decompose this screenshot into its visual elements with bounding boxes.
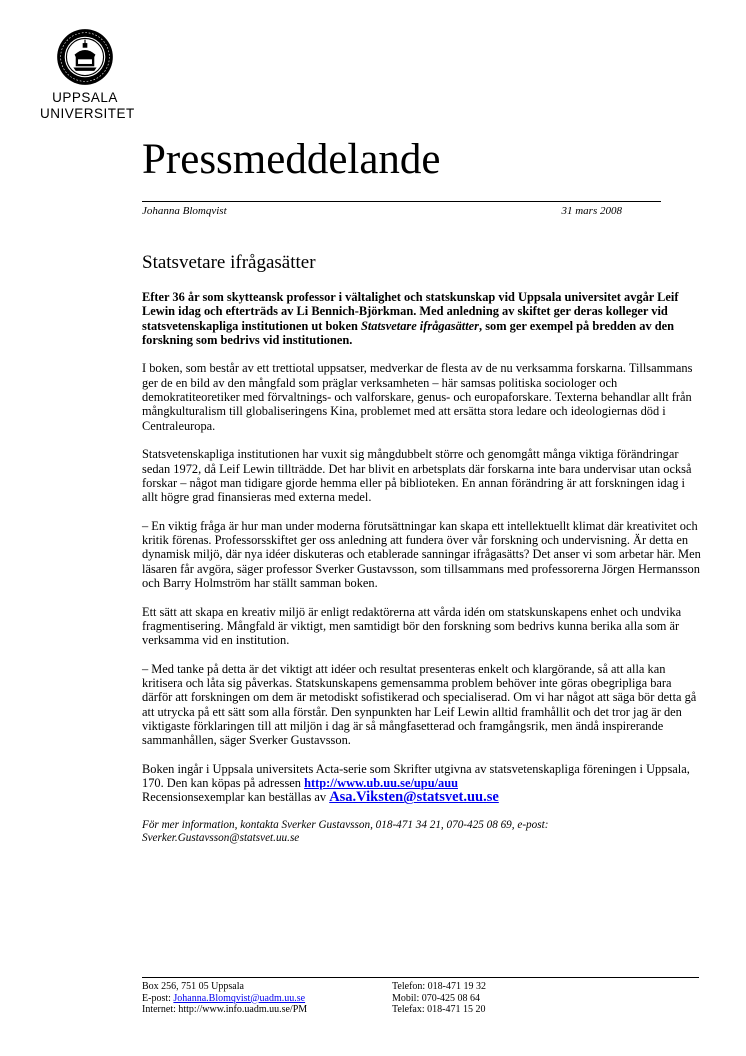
footer-internet: Internet: http://www.info.uadm.uu.se/PM [142,1004,308,1015]
lead-paragraph [142,290,702,347]
contact-info: För mer information, kontakta Sverker Gustavsson, 018-471 34 21, 070-425 08 69, e-post: Sverker.Gustavsson@statsvet.uu.se [142,818,549,844]
lead-text-end: , som ger exempel på bredden av den forskning som bedrivs vid institutionen. [142,318,675,347]
book-store-link[interactable]: http://www.ub.uu.se/upu/auu [304,776,458,791]
footer-email-label: E-post: [142,992,174,1004]
logo-line-2: UNIVERSITET [40,106,135,121]
lead-text-start: Efter 36 år som skytteansk professor i vältalighet och statskunskap vid Uppsala universitet avgår Leif Lewin idag och efterträds av Li Bennich-Björkman. Med anledning av skiftet ger deras kolleger vid statsvetenskapliga institutionen ut boken [142,290,679,333]
footer-address-block [142,981,307,1016]
footer-phone-block [392,981,486,1016]
body-paragraph-4: Ett sätt att skapa en kreativ miljö är enligt redaktörerna att vårda idén om statskunskapens enhet och undvika fragmentisering. Mångfald är viktigt, men samtidigt bör den forskning som bedrivs kunna berika alla som är verksamma vid en institution. [142,604,682,648]
footer-divider [142,977,699,978]
university-logo [40,28,135,122]
footer-email-link[interactable]: Johanna.Blomqvist@uadm.uu.se [173,992,306,1004]
article-body [142,290,702,859]
logo-line-1: UPPSALA [52,90,118,105]
header-divider [142,201,661,202]
book-info-text: Boken ingår i Uppsala universitets Acta-serie som Skrifter utgivna av statsvetenskapliga föreningen i Uppsala, 170. Den kan köpas på adressen [142,761,690,791]
book-info-paragraph [142,762,702,805]
body-paragraph-5: – Med tanke på detta är det viktigt att idéer och resultat presenteras enkelt och klargörande, så att alla kan kritisera och låta sig påverkas. Statskunskapens gemensamma problem behöver inte göras obegripliga bara därför att forskningen om dem är metodiskt sofistikerad och specialiserad. Om vi har något att säga bör detta gå att utrycka på ett sätt som alla förstår. Den synpunkten har Leif Lewin alltid framhållit och det tror jag är den viktigaste förklaringen till att miljön i dag är så mångfasetterad och framgångsrik, men ändå inspirerande sammanhållen, säger Sverker Gustavsson. [142,661,697,748]
review-copy-email-link[interactable]: Asa.Viksten@statsvet.uu.se [329,789,499,806]
footer-fax: Telefax: 018-471 15 20 [392,1004,486,1015]
author-name: Johanna Blomqvist [142,205,227,217]
footer-mobile: Mobil: 070-425 08 64 [392,992,481,1004]
page-title: Pressmeddelande [142,136,441,183]
body-paragraph-1: I boken, som består av ett trettiotal uppsatser, medverkar de flesta av de nu verksamma forskarna. Tillsammans ger de en bild av den mångfald som präglar verksamheten – här samsas politiska sociologer och demokratiteoretiker med förvaltnings- och valforskare, genus- och europaforskare. Texterna behandlar allt från mångkulturalism till globaliseringens Kina, problemet med att ersätta stora ledare och ideologiernas död i Centraleuropa. [142,361,693,433]
book-title: Statsvetare ifrågasätter [360,318,480,333]
article-heading: Statsvetare ifrågasätter [142,252,316,273]
footer-email-line [142,993,307,1005]
review-copy-text: Recensionsexemplar kan beställas av [142,790,330,805]
footer-address: Box 256, 751 05 Uppsala [142,981,244,992]
body-paragraph-2: Statsvetenskapliga institutionen har vuxit sig mångdubbelt större och genomgått många viktiga förändringar sedan 1972, då Leif Lewin tillträdde. Det har blivit en arbetsplats där forskarna inte bara undervisar utan också forskar – något man tidigare gjorde hemma eller på biblioteken. En annan förändring är att forskningen idag i allt högre grad finansieras med externa medel. [142,447,692,505]
body-paragraph-3: – En viktig fråga är hur man under moderna förutsättningar kan skapa ett intellektuellt klimat där kreativitet och kritik förenas. Professorsskiftet ger oss anledning att fundera över vår forskning och undervisning. Är detta en dynamisk miljö, där nya idéer diskuteras och etablerade sanningar ifrågasätts? Det anser vi som arbetar här. Men läsaren får avgöra, säger professor Sverker Gustavsson, som tillsammans med professorerna Jörgen Hermansson och Barry Holmström har ställt samman boken. [142,518,701,590]
byline [142,205,622,218]
university-seal-icon [56,28,114,86]
publish-date: 31 mars 2008 [561,205,622,217]
footer-phone: Telefon: 018-471 19 32 [392,981,487,992]
